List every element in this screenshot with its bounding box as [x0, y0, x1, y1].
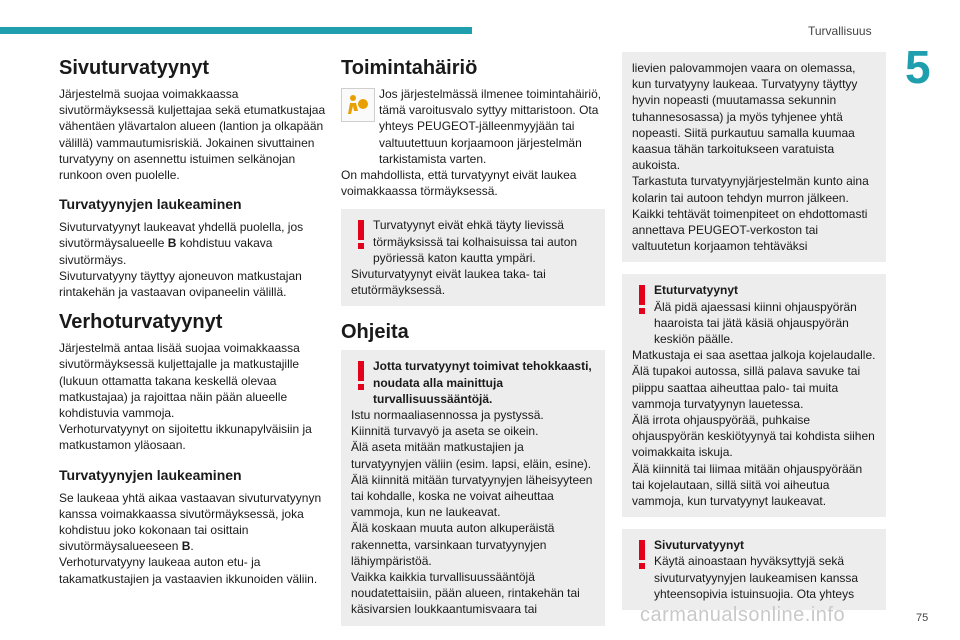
warning-2-title: Jotta turvatyynyt toimivat tehokkaasti, noudata alla mainittuja turvallisuussääntöjä. — [373, 359, 592, 406]
warning-2-line: Älä aseta mitään matkustajien ja turvatyynyjen väliin (esim. lapsi, eläin, esine). — [351, 440, 592, 471]
warning-panel-2 — [341, 350, 605, 625]
side-airbags-title: Sivuturvatyynyt — [654, 538, 745, 553]
heading-advice: Ohjeita — [341, 321, 409, 344]
column-3 — [622, 52, 886, 610]
paragraph-curtain-1: Järjestelmä antaa lisää suojaa voimakkaassa sivutörmäyksessä kuljettajalle ja matkustajille (lukuun ottamatta takana keskellä olevaa matkustajaa) ja rajoittaa näin pään alueelle kohdistuvia vammoja. — [59, 341, 300, 421]
warning-2-line: Älä kiinnitä mitään turvatyynyjen läheisyyteen tai kohdalle, koska ne voivat aiheuttaa vammoja, kun ne laukeavat. — [351, 472, 593, 520]
continued-text-2: Tarkastuta turvatyynyjärjestelmän kunto aina kolarin tai autoon tehdyn murron jälkeen. — [632, 174, 869, 205]
chapter-number: 5 — [905, 41, 931, 93]
warning-1-text-2: Sivuturvatyynyt eivät laukea taka- tai etutörmäyksessä. — [351, 267, 546, 298]
warning-panel-1 — [341, 209, 605, 306]
paragraph-curtain-2: Verhoturvatyynyt on sijoitettu ikkunapylväisiin ja matkustamon yläosaan. — [59, 422, 312, 453]
paragraph-malfunction-1: Jos järjestelmässä ilmenee toimintahäiriö, tämä varoitusvalo syttyy mittaristoon. Ota yhteys PEUGEOT-jälleenmyyjään tai valtuutettuun korjaamoon järjestelmän tarkistamista varten. — [379, 87, 602, 166]
paragraph-side-deploy-2: Sivuturvatyyny täyttyy ajoneuvon matkustajan rintakehän ja vastaavan ovipaneelin välillä. — [59, 268, 302, 300]
column-2 — [341, 56, 605, 626]
front-airbags-line: Älä kiinnitä tai liimaa mitään ohjauspyörään tai kojelautaan, sillä siitä voi aiheutua vammoja, kun turvatyynyt laukeavat. — [632, 461, 863, 509]
header-accent-bar — [0, 27, 472, 34]
paragraph-curtain-deploy-2: Verhoturvatyyny laukeaa auton etu- ja takamatkustajien ja vastaavien ikkunoiden väliin. — [59, 555, 318, 586]
continued-text-3: Kaikki tehtävät toimenpiteet on ehdottomasti annettava PEUGEOT-verkoston tai valtuutetun korjaamon tehtäväksi — [632, 206, 868, 254]
malfunction-block — [341, 86, 605, 199]
front-airbags-line: Älä tupakoi autossa, sillä palava savuke tai piippu saattaa aiheuttaa palo- tai muita vammoja turvatyynyn lauetessa. — [632, 364, 861, 411]
heading-side-airbags: Sivuturvatyynyt — [59, 57, 210, 79]
heading-curtain-deploy: Turvatyynyjen laukeaminen — [59, 466, 242, 483]
page-number: 75 — [916, 612, 929, 624]
warning-panel-front-airbags — [622, 274, 886, 517]
paragraph-side-airbags: Järjestelmä suojaa voimakkaassa sivutörmäyksessä kuljettajaa sekä etumatkustajaa vähentäen ylävartalon alueen (lantion ja olkapään välillä) vammautumisriskiä. Jokainen sivuttainen turvatyyny on asennettu istuimen selkänojan runkoon oven puolelle. — [59, 87, 326, 183]
airbag-warning-light-icon — [341, 88, 375, 122]
paragraph-curtain-deploy: Se laukeaa yhtä aikaa vastaavan sivuturvatyynyn kanssa voimakkaassa sivutörmäyksessä, joka kohdistuu joko kokonaan tai osittain sivutörmäysalueeseen B. — [59, 490, 322, 554]
front-airbags-line: Älä pidä ajaessasi kiinni ohjauspyörän haaroista tai jätä käsiä ohjauspyörän keskiön päälle. — [654, 299, 857, 347]
warning-2-line: Istu normaaliasennossa ja pystyssä. — [351, 408, 544, 423]
heading-malfunction: Toimintahäiriö — [341, 57, 478, 79]
warning-exclamation-icon — [634, 285, 650, 315]
watermark: carmanualsonline.info — [640, 604, 846, 626]
paragraph-side-deploy: Sivuturvatyynyt laukeavat yhdellä puolella, jos sivutörmäysalueelle B kohdistuu vakava sivutörmäys. — [59, 220, 304, 267]
warning-2-line: Kiinnitä turvavyö ja aseta se oikein. — [351, 424, 539, 439]
warning-panel-continued — [622, 52, 886, 262]
warning-panel-side-airbags — [622, 529, 886, 610]
warning-exclamation-icon — [353, 361, 369, 391]
warning-2-line: Vaikka kaikkia turvallisuussääntöjä noudatettaisiin, pään alueen, rintakehän tai käsivarsien loukkaantumisvaara tai — [351, 570, 580, 617]
section-title: Turvallisuus — [808, 24, 872, 38]
warning-exclamation-icon — [634, 540, 650, 570]
column-1 — [59, 56, 329, 587]
warning-exclamation-icon — [353, 220, 369, 250]
front-airbags-line: Älä irrota ohjauspyörää, puhkaise ohjauspyörän keskiötyynyä tai kohdista siihen voimakkaita iskuja. — [632, 413, 875, 460]
paragraph-malfunction-2: On mahdollista, että turvatyynyt eivät laukea voimakkaassa törmäyksessä. — [341, 168, 577, 199]
warning-1-text: Turvatyynyt eivät ehkä täyty lievissä törmäyksissä tai kolhaisuissa tai auton pyöriessä katon kautta ympäri. — [373, 218, 578, 265]
heading-curtain-airbags: Verhoturvatyynyt — [59, 311, 223, 334]
heading-side-deploy: Turvatyynyjen laukeaminen — [59, 196, 242, 213]
front-airbags-line: Matkustaja ei saa asettaa jalkoja kojelaudalle. — [632, 348, 876, 363]
front-airbags-title: Etuturvatyynyt — [654, 283, 739, 298]
continued-text-1: lievien palovammojen vaara on olemassa, kun turvatyyny laukeaa. Turvatyyny täyttyy hyvin nopeasti (muutamassa sekunnin tuhannesosassa) ja myös tyhjenee yhtä nopeasti. Siitä purkautuu samalla kuumaa kaasua tähän tarkoitukseen varatuista aukoista. — [632, 61, 858, 173]
warning-2-line: Älä koskaan muuta auton alkuperäistä rakennetta, varsinkaan turvatyynyjen lähiympäristöä. — [351, 521, 555, 568]
side-airbags-text: Käytä ainoastaan hyväksyttyjä sekä sivuturvatyynyjen laukeamisen kanssa yhteensopivia istuinsuojia. Ota yhteys — [654, 554, 859, 601]
